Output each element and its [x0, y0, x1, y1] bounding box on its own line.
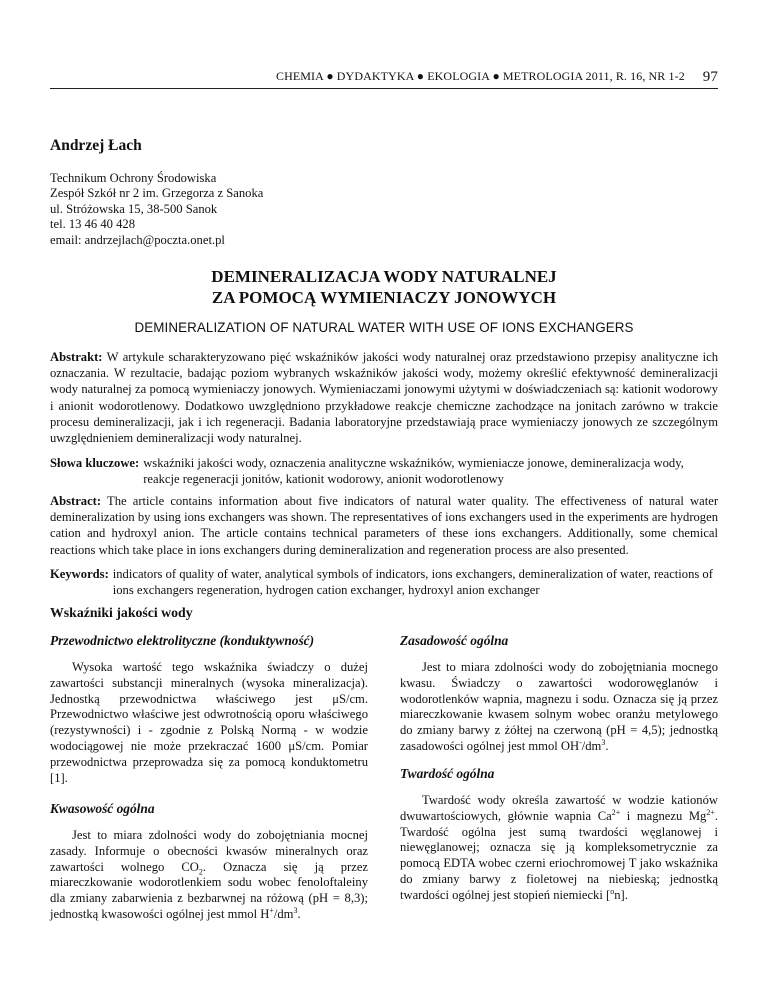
page-number: 97 [702, 69, 718, 85]
acidity-subscript: 2 [198, 867, 203, 877]
hardness-superscript: 2+ [706, 807, 715, 817]
acidity-text: Jest to miara zdolności wody do zobojętniania mocnej zasady. Informuje o obecności kwasów mineralnych oraz zawartości wolnego CO [50, 828, 368, 874]
affiliation-line: Zespół Szkół nr 2 im. Grzegorza z Sanoka [50, 186, 264, 201]
keywords-polish-label: Słowa kluczowe: [50, 456, 140, 470]
subheading-alkalinity: Zasadowość ogólna [400, 633, 509, 648]
acidity-superscript: + [269, 905, 274, 915]
acidity-text: . Oznacza się ją przez miareczkowanie wodorotlenkiem sodu wobec fenoloftaleiny dla zmiany zabarwienia z bezbarwnej na różową (pH = 8,3); jednostką kwasowości ogólnej jest mmol H [50, 859, 369, 921]
abstract-polish-text: W artykule scharakteryzowano pięć wskaźników jakości wody naturalnej oraz przedstawiono przepisy analityczne ich oznaczania. W rezultacie, badając poziom wybranych wskaźników jakości wody, możemy określić efektywność demineralizacji wody naturalnej za pomocą wymieniaczy jonowych. Wymieniaczami jonowymi użytymi w doświadczeniach są: kationit wodorowy i anionit wodorotlenowy. Dodatkowo uwzględniono przykładowe reakcje chemiczne zachodzące na jonitach zarówno w trakcie procesu demineralizacji, jak i ich regeneracji. Badania laboratoryjne przedstawiają prace wymieniaczy jonowych ze szczególnym uwzględnieniem demineralizacji wody naturalnej. [50, 350, 718, 446]
hardness-text: n]. [614, 887, 628, 902]
paragraph-hardness [400, 793, 718, 904]
paragraph-acidity [50, 828, 368, 923]
article-title-english: DEMINERALIZATION OF NATURAL WATER WITH USE OF IONS EXCHANGERS [134, 320, 634, 335]
keywords-polish [50, 455, 718, 487]
hardness-text: . Twardość ogólna jest sumą twardości węglanowej i niewęglanowej; oznacza się ją kompleksometrycznie za pomocą EDTA wobec czerni eriochromowej T jako wskaźnika do zmiany barwy z fioletowej na niebieską; jednostką twardości ogólnej jest stopień niemiecki [ [400, 808, 718, 902]
subheading-hardness: Twardość ogólna [400, 766, 495, 781]
author-affiliation [50, 171, 263, 248]
author-email: email: andrzejlach@poczta.onet.pl [50, 232, 225, 247]
affiliation-line: tel. 13 46 40 428 [50, 217, 136, 232]
hardness-superscript: 2+ [611, 807, 621, 817]
journal-title: CHEMIA ● DYDAKTYKA ● EKOLOGIA ● METROLOGIA 2011, R. 16, NR 1-2 [275, 69, 685, 83]
keywords-english-text: indicators of quality of water, analytical symbols of indicators, ions exchangers, demineralization of water, reactions of ions exchangers regeneration, hydrogen cation exchanger, hydroxyl anion exchanger [112, 567, 713, 598]
abstract-english-label: Abstract: [50, 494, 102, 508]
keywords-english [50, 566, 718, 598]
alkalinity-text: /dm [581, 738, 602, 753]
section-heading: Wskaźniki jakości wody [50, 605, 193, 620]
running-header [50, 66, 718, 89]
title-line-1: DEMINERALIZACJA WODY NATURALNEJ [211, 267, 557, 286]
subheading-conductivity: Przewodnictwo elektrolityczne (konduktywność) [50, 633, 315, 648]
keywords-polish-text: wskaźniki jakości wody, oznaczenia analityczne wskaźników, wymieniacze jonowe, demineralizacja wody, reakcje regeneracji jonitów, kationit wodorowy, anionit wodorotlenowy [143, 456, 684, 487]
abstract-english-text: The article contains information about five indicators of natural water quality. The effectiveness of natural water demineralization by using ions exchangers was shown. The representatives of ions exchangers used in the experiments are hydrogen cation and hydroxyl anion. The article contains technical parameters of these ions exchangers. Additionally, some chemical reactions which take place in ions exchangers during demineralization and regeneration process are also presented. [50, 494, 719, 557]
article-title-polish [50, 266, 718, 308]
affiliation-line: Technikum Ochrony Środowiska [50, 171, 217, 185]
alkalinity-superscript: - [579, 737, 582, 747]
paragraph-alkalinity [400, 660, 718, 755]
alkalinity-text: . [605, 738, 609, 753]
hardness-text: i magnezu Mg [620, 808, 707, 823]
alkalinity-text: Jest to miara zdolności wody do zobojętniania mocnego kwasu. Świadczy o zawartości wodorowęglanów i wodorotlenków wapnia, magnezu i sodu. Oznacza się ją przez miareczkowanie kwasem solnym wobec oranżu metylowego do zmiany barwy z żółtej na czerwoną (pH = 4,5); jednostką zasadowości ogólnej jest mmol OH [400, 660, 718, 753]
abstract-polish-label: Abstrakt: [50, 350, 103, 364]
subheading-acidity: Kwasowość ogólna [50, 801, 155, 816]
acidity-text: . [297, 906, 301, 921]
abstract-english [50, 493, 718, 558]
abstract-polish [50, 349, 718, 446]
alkalinity-superscript: 3 [601, 737, 606, 747]
acidity-text: /dm [273, 906, 294, 921]
hardness-superscript: o [610, 886, 615, 896]
affiliation-line: ul. Stróżowska 15, 38-500 Sanok [50, 201, 218, 216]
paragraph-conductivity: Wysoka wartość tego wskaźnika świadczy o dużej zawartości substancji mineralnych (wysoka mineralizacja). Jednostką przewodnictwa właściwego jest μS/cm. Przewodnictwo właściwe jest odwrotnością oporu właściwego (rezystywności) i - zgodnie z Polską Normą - w wodzie wodociągowej nie może przekraczać 1600 μS/cm. Pomiar przewodnictwa przeprowadza się za pomocą konduktometru [1]. [50, 660, 368, 785]
acidity-superscript: 3 [293, 905, 298, 915]
author-name: Andrzej Łach [50, 137, 142, 154]
keywords-english-label: Keywords: [50, 567, 109, 581]
hardness-text: Twardość wody określa zawartość w wodzie kationów dwuwartościowych, głównie wapnia Ca [400, 793, 718, 823]
title-line-2: ZA POMOCĄ WYMIENIACZY JONOWYCH [211, 288, 557, 307]
